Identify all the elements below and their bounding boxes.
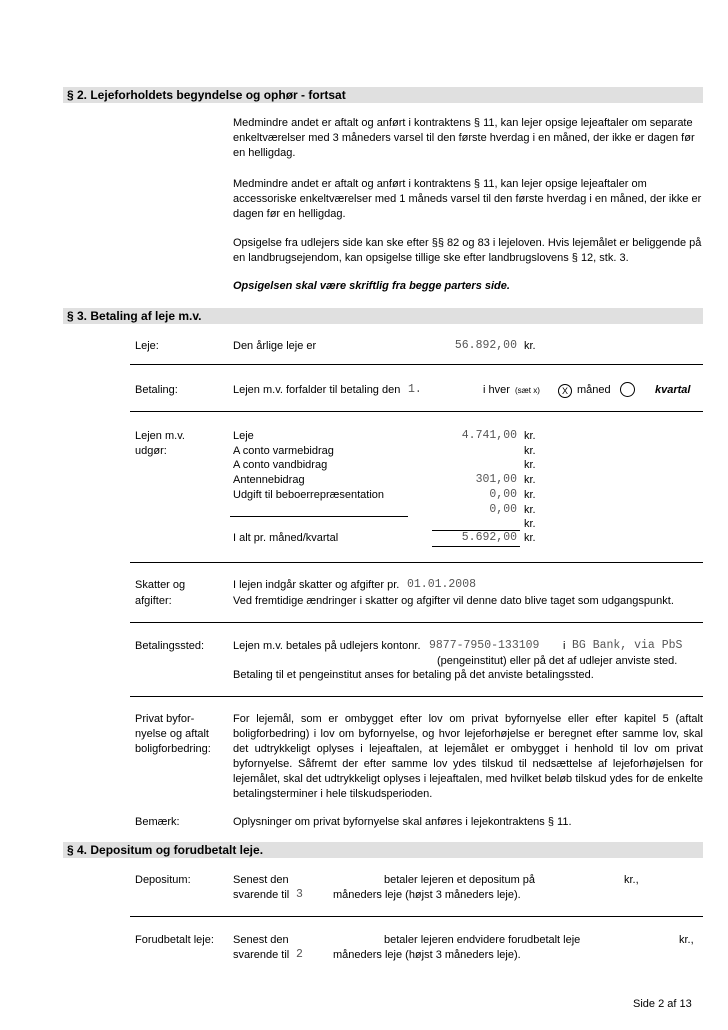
kvartal-checkbox[interactable] [620,382,635,397]
betaling-text: Lejen m.v. forfalder til betaling den [233,384,401,396]
leje-text: Den årlige leje er [233,340,317,352]
udgor-row-unit: kr. [524,474,536,486]
betalingssted-i: i [563,640,566,652]
forud-svarende: svarende til [233,949,290,961]
udgor-row-name: Leje [233,430,254,442]
udgor-row-value: 0,00 [489,488,517,501]
udgor-row-unit: kr. [524,504,536,516]
section-2-title: § 2. Lejeforholdets begyndelse og ophør - fortsat [67,88,346,102]
betaling-day: 1. [408,383,422,396]
depositum-label: Depositum: [135,874,191,886]
maaned-checkbox[interactable]: X [558,384,572,398]
betaling-ihver: i hver [483,384,510,396]
privat-text: For lejemål, som er ombygget efter lov om privat byfornyelse eller efter kapitel 5 (aftalt boligforbedring) i lov om byfornyelse, og hvor lejeforhøjelse er beregnet efter samme lov, skal det udtrykkeligt oplyses i lejeaftalen, at lejemålet er ombygget i henhold til lov om privat byfornyelse. Såfremt der efter samme lov ydes tilskud til nedsættelse af lejeforhøjelsen for lejemålet, skal det udtrykkeligt oplyses i lejeaftalen, med hvilket beløb tilskud ydes for de enkelte betalingsterminer i hele tilskudsperioden. [233,713,703,800]
udgor-label-2: udgør: [135,445,167,457]
betalingssted-bank: BG Bank, via PbS [572,639,683,652]
betalingssted-text-1: Lejen m.v. betales på udlejers kontonr. [233,640,421,652]
divider [130,916,703,917]
udgor-row-value: 0,00 [489,503,517,516]
depositum-svarende: svarende til [233,889,290,901]
udgor-row-unit: kr. [524,445,536,457]
betaling-label: Betaling: [135,384,178,396]
depositum-kr: kr., [624,874,639,886]
forud-text-2: måneders leje (højst 3 måneders leje). [333,949,521,961]
page-number: Side 2 af 13 [633,998,692,1010]
depositum-text-2: måneders leje (højst 3 måneders leje). [333,889,521,901]
skatter-label-2: afgifter: [135,595,172,607]
udgor-row-name: A conto vandbidrag [233,459,328,471]
total-unit: kr. [524,532,536,544]
udgor-row-value: 4.741,00 [461,429,517,442]
total-underline [432,546,520,547]
udgor-row-name: Udgift til beboerrepræsentation [233,489,385,501]
divider [130,411,703,412]
betaling-saet: (sæt x) [515,386,540,395]
divider [130,622,703,623]
udgor-row-value: 301,00 [475,473,517,486]
depositum-text: betaler lejeren et depositum på [384,874,536,886]
bemaerk-label: Bemærk: [135,816,180,828]
udgor-row-unit: kr. [524,430,536,442]
betalingssted-label: Betalingssted: [135,640,205,652]
udgor-row-name: A conto varmebidrag [233,445,334,457]
forud-text: betaler lejeren endvidere forudbetalt leje [384,934,581,946]
udgor-row-name: Antennebidrag [233,474,305,486]
blank-line [230,516,408,517]
maaned-label: måned [577,384,611,396]
udgor-label-1: Lejen m.v. [135,430,185,442]
skatter-text-1: I lejen indgår skatter og afgifter pr. [233,579,400,591]
s2-paragraph-2: Medmindre andet er aftalt og anført i kontraktens § 11, kan lejer opsige lejeaftaler om accessoriske enkeltværelser med 1 måneds varsel til den første hverdag i en måned, der ikke er dagen før en helligdag. [233,178,702,220]
betalingssted-text-2: (pengeinstitut) eller på det af udlejer anviste sted. [437,655,678,667]
total-label: I alt pr. måned/kvartal [233,532,339,544]
forud-kr: kr., [679,934,694,946]
skatter-label-1: Skatter og [135,579,186,591]
skatter-date: 01.01.2008 [407,578,477,591]
divider [130,696,703,697]
divider [130,562,703,563]
section-3-header [63,308,703,324]
kvartal-label: kvartal [655,384,691,396]
udgor-row-unit: kr. [524,459,536,471]
forud-senest: Senest den [233,934,289,946]
betalingssted-text-3: Betaling til et pengeinstitut anses for betaling på det anviste betalingssted. [233,669,594,681]
section-2-header [63,87,703,103]
leje-label: Leje: [135,340,159,352]
privat-label-2: nyelse og aftalt [135,728,209,740]
section-4-title: § 4. Depositum og forudbetalt leje. [67,843,264,857]
s2-paragraph-4: Opsigelsen skal være skriftlig fra begge parters side. [233,280,510,292]
skatter-text-2: Ved fremtidige ændringer i skatter og afgifter vil denne dato blive taget som udgangspunkt. [233,595,674,607]
udgor-row-unit: kr. [524,518,536,530]
s2-paragraph-3: Opsigelse fra udlejers side kan ske efter §§ 82 og 83 i lejeloven. Hvis lejemålet er beliggende på en landbrugsejendom, kan opsigelse tillige ske efter landbrugslovens § 12, stk. 3. [233,237,702,264]
udgor-row-unit: kr. [524,489,536,501]
leje-annual-value: 56.892,00 [454,339,517,352]
depositum-months: 3 [296,888,303,901]
depositum-senest: Senest den [233,874,289,886]
total-value: 5.692,00 [461,531,517,544]
divider [130,364,703,365]
privat-label-3: boligforbedring: [135,743,211,755]
betalingssted-konto: 9877-7950-133109 [429,639,540,652]
forud-months: 2 [296,948,303,961]
s2-paragraph-1: Medmindre andet er aftalt og anført i kontraktens § 11, kan lejer opsige lejeaftaler om separate enkeltværelser med 3 måneders varsel til den første hverdag i en måned, der ikke er dagen før en helligdag. [233,117,695,159]
section-4-header [63,842,703,858]
forud-label: Forudbetalt leje: [135,934,214,946]
section-3-title: § 3. Betaling af leje m.v. [67,309,202,323]
leje-unit: kr. [524,340,536,352]
privat-label-1: Privat byfor- [135,713,195,725]
bemaerk-text: Oplysninger om privat byfornyelse skal anføres i lejekontraktens § 11. [233,816,572,828]
